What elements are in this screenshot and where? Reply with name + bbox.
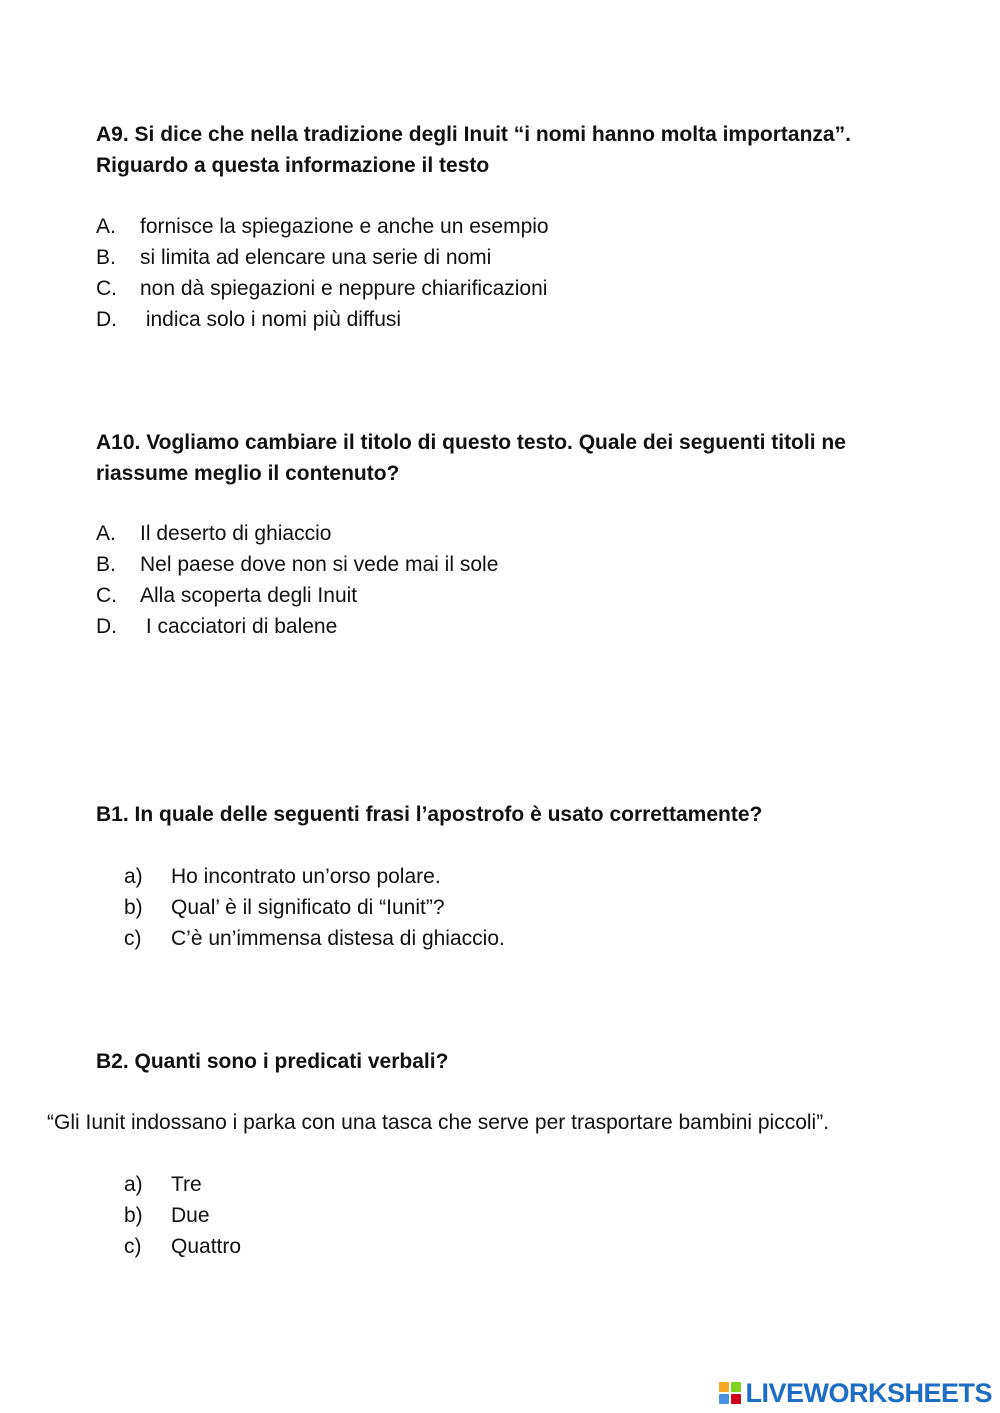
option-item[interactable]: B. si limita ad elencare una serie di nomi — [96, 246, 492, 269]
option-item[interactable]: D. I cacciatori di balene — [96, 615, 338, 638]
question-b2-options — [124, 1169, 241, 1262]
option-item[interactable]: a) Ho incontrato un’orso polare. — [124, 865, 441, 888]
option-item[interactable]: a) Tre — [124, 1173, 202, 1196]
liveworksheets-logo-text: LIVEWORKSHEETS — [745, 1377, 992, 1408]
option-item[interactable]: c) C’è un’immensa distesa di ghiaccio. — [124, 927, 505, 950]
option-item[interactable]: b) Qual’ è il significato di “Iunit”? — [124, 896, 445, 919]
logo-square — [719, 1394, 729, 1404]
question-b1-options — [124, 861, 505, 954]
option-item[interactable]: c) Quattro — [124, 1235, 242, 1258]
option-item[interactable]: C. Alla scoperta degli Inuit — [96, 584, 358, 607]
question-b1-title: B1. In quale delle seguenti frasi l’apostrofo è usato correttamente? — [96, 803, 763, 826]
question-b2-title: B2. Quanti sono i predicati verbali? — [96, 1050, 449, 1073]
liveworksheets-logo — [719, 1378, 992, 1408]
question-a9-title: A9. Si dice che nella tradizione degli Inuit “i nomi hanno molta importanza”. Riguardo a questa informazione il testo — [96, 123, 851, 177]
option-item[interactable]: B. Nel paese dove non si vede mai il sole — [96, 553, 499, 576]
option-item[interactable]: C. non dà spiegazioni e neppure chiarificazioni — [96, 277, 548, 300]
logo-square — [731, 1394, 741, 1404]
question-b2-quote: “Gli Iunit indossano i parka con una tasca che serve per trasportare bambini piccoli”. — [47, 1111, 830, 1134]
logo-square — [731, 1382, 741, 1392]
question-a9-options — [96, 211, 549, 335]
question-a10-title: A10. Vogliamo cambiare il titolo di questo testo. Quale dei seguenti titoli ne riassume meglio il contenuto? — [96, 431, 846, 485]
option-item[interactable]: A. fornisce la spiegazione e anche un esempio — [96, 215, 549, 238]
option-item[interactable]: D. indica solo i nomi più diffusi — [96, 308, 402, 331]
option-item[interactable]: A. Il deserto di ghiaccio — [96, 522, 332, 545]
option-item[interactable]: b) Due — [124, 1204, 210, 1227]
logo-square — [719, 1382, 729, 1392]
liveworksheets-logo-icon — [719, 1382, 741, 1404]
question-a10-options — [96, 518, 498, 642]
